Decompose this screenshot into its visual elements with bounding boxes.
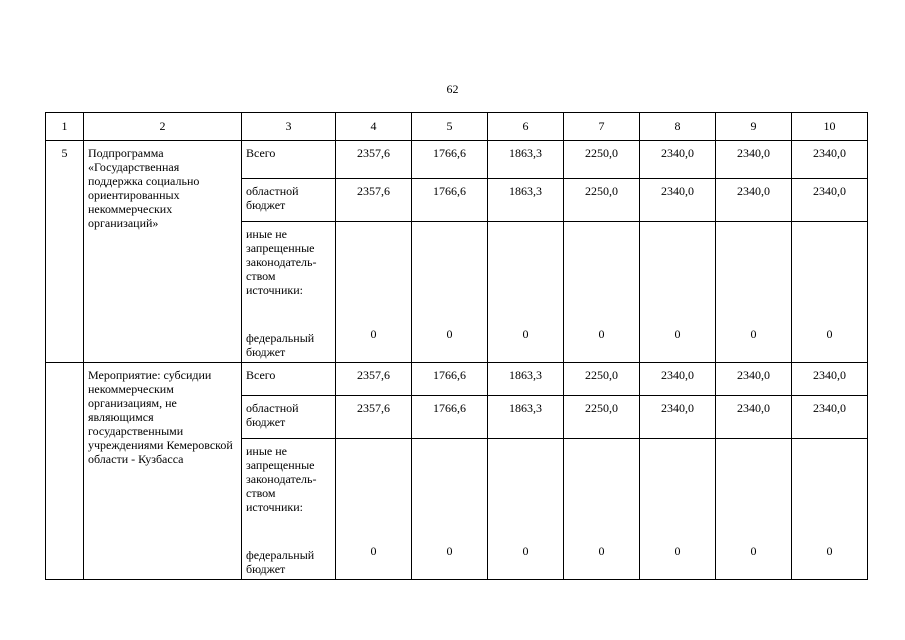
header-cell: 7 — [564, 113, 640, 141]
value-cell: 0 — [640, 222, 716, 363]
value-cell: 0 — [336, 439, 412, 580]
source-label: областной бюджет — [242, 396, 336, 439]
value-cell: 0 — [412, 222, 488, 363]
value-cell: 1766,6 — [412, 141, 488, 179]
value-cell: 1863,3 — [488, 141, 564, 179]
row-name: Мероприятие: субсидии некоммерческим организациям, не являющимся государственными учреждениями Кемеровской области - Кузбасса — [84, 363, 242, 580]
value-cell: 0 — [564, 439, 640, 580]
value-cell: 0 — [716, 222, 792, 363]
source-label — [242, 222, 336, 363]
value-cell: 2250,0 — [564, 363, 640, 396]
value-cell: 2250,0 — [564, 396, 640, 439]
value-cell: 2357,6 — [336, 363, 412, 396]
value-cell: 2250,0 — [564, 141, 640, 179]
source-label: Всего — [242, 363, 336, 396]
value-cell: 0 — [488, 222, 564, 363]
header-cell: 9 — [716, 113, 792, 141]
value-cell: 2340,0 — [640, 141, 716, 179]
value-cell: 0 — [792, 222, 868, 363]
value-cell: 2357,6 — [336, 396, 412, 439]
value-cell: 2340,0 — [716, 363, 792, 396]
value-cell: 0 — [792, 439, 868, 580]
value-cell: 0 — [336, 222, 412, 363]
row-name: Подпрограмма «Государственная поддержка социально ориентированных некоммерческих организаций» — [84, 141, 242, 363]
value-cell: 1863,3 — [488, 396, 564, 439]
value-cell: 1863,3 — [488, 179, 564, 222]
value-cell: 2340,0 — [716, 179, 792, 222]
value-cell: 1863,3 — [488, 363, 564, 396]
source-label — [242, 439, 336, 580]
value-cell: 2357,6 — [336, 179, 412, 222]
value-cell: 0 — [640, 439, 716, 580]
table-row — [46, 363, 868, 396]
value-cell: 2250,0 — [564, 179, 640, 222]
table-row — [46, 141, 868, 179]
value-cell: 1766,6 — [412, 179, 488, 222]
budget-table — [45, 112, 868, 580]
value-cell: 0 — [564, 222, 640, 363]
value-cell: 1766,6 — [412, 363, 488, 396]
value-cell: 0 — [716, 439, 792, 580]
value-cell: 2340,0 — [792, 141, 868, 179]
value-cell: 0 — [412, 439, 488, 580]
source-label-other: иные не запрещенные законодатель-ством источники: — [246, 227, 317, 297]
value-cell: 2357,6 — [336, 141, 412, 179]
value-cell: 1766,6 — [412, 396, 488, 439]
header-cell: 3 — [242, 113, 336, 141]
value-cell: 2340,0 — [792, 396, 868, 439]
header-cell: 5 — [412, 113, 488, 141]
header-cell: 10 — [792, 113, 868, 141]
table-header-row — [46, 113, 868, 141]
value-cell: 2340,0 — [640, 363, 716, 396]
value-cell: 2340,0 — [640, 396, 716, 439]
value-cell: 2340,0 — [640, 179, 716, 222]
header-cell: 4 — [336, 113, 412, 141]
page-number: 62 — [446, 82, 459, 96]
value-cell: 2340,0 — [716, 396, 792, 439]
header-cell: 1 — [46, 113, 84, 141]
source-label-other: иные не запрещенные законодатель-ством источники: — [246, 444, 317, 514]
source-label-federal: федеральный бюджет — [246, 548, 315, 576]
source-label: Всего — [242, 141, 336, 179]
value-cell: 0 — [488, 439, 564, 580]
source-label-federal: федеральный бюджет — [246, 331, 315, 359]
header-cell: 6 — [488, 113, 564, 141]
value-cell: 2340,0 — [792, 179, 868, 222]
header-cell: 2 — [84, 113, 242, 141]
source-label: областной бюджет — [242, 179, 336, 222]
value-cell: 2340,0 — [716, 141, 792, 179]
row-index: 5 — [46, 141, 84, 363]
row-index — [46, 363, 84, 580]
header-cell: 8 — [640, 113, 716, 141]
value-cell: 2340,0 — [792, 363, 868, 396]
